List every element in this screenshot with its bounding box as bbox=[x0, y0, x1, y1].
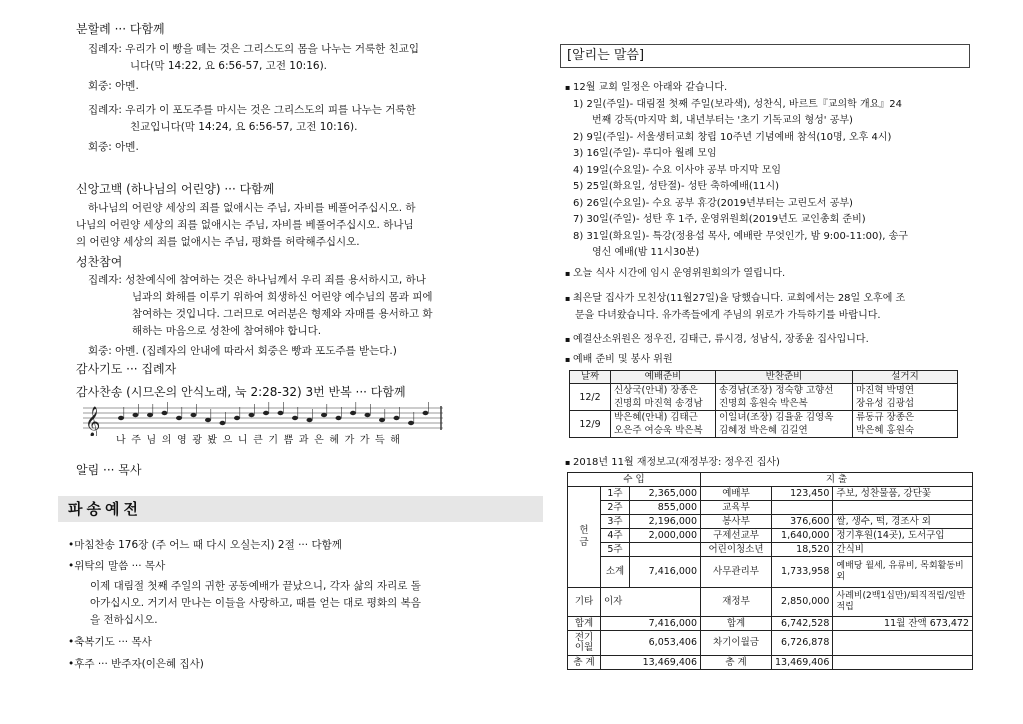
schedule-item-6: 6) 26일(수요일)- 수요 공부 휴강(2019년부터는 고린도서 공부) bbox=[573, 197, 853, 209]
duty-cell: 송경남(조장) 정숙향 고향선 진명희 홍원숙 박은복 bbox=[716, 384, 853, 411]
schedule-item-7: 7) 30일(주일)- 성탄 후 1주, 운영위원회(2019년도 교인총회 준비) bbox=[573, 214, 866, 225]
notice-condolence-1: ▪ 최은달 집사가 모친상(11월27일)을 당했습니다. 교회에서는 28일 오후에 조 bbox=[565, 291, 975, 308]
balance: 11월 잔액 673,472 bbox=[833, 617, 973, 631]
bunbyeong-line-1: 집례자: 우리가 이 빵을 떼는 것은 그리스도의 몸을 나누는 거룩한 친교입 bbox=[88, 43, 420, 55]
note-head bbox=[147, 413, 153, 417]
note-head bbox=[234, 416, 240, 420]
section-participation bbox=[76, 254, 496, 360]
table-row bbox=[568, 631, 973, 656]
table-row bbox=[568, 529, 973, 543]
participation-title: 성찬참여 bbox=[76, 255, 123, 269]
commission-line-1: 이제 대림절 첫째 주일의 귀한 공동예배가 끝났으니, 각자 삶의 자리로 돌 bbox=[90, 580, 421, 592]
duty-cell: 이일녀(조장) 김율윤 김영옥 김혜정 박은혜 김길연 bbox=[716, 411, 853, 438]
schedule-item-1: 1) 2일(주일)- 대림절 첫째 주일(보라색), 성찬식, 바르트『교의학 개요』24 bbox=[573, 98, 903, 110]
duty-header-dishes: 설거지 bbox=[853, 371, 958, 384]
table-row bbox=[568, 617, 973, 631]
bunbyeong-line-6: 회중: 아멘. bbox=[88, 141, 139, 153]
grand-income-label: 총 계 bbox=[568, 656, 601, 670]
expense-dept: 예배부 bbox=[701, 487, 772, 501]
expense-amount bbox=[772, 501, 833, 515]
expense-amount: 123,450 bbox=[772, 487, 833, 501]
schedule-item-2: 2) 9일(주일)- 서울생터교회 창립 10주년 기념예배 참석(10명, 오후 4시) bbox=[573, 131, 892, 143]
note-head bbox=[321, 413, 327, 417]
carry-out-label: 차기이월금 bbox=[701, 631, 772, 656]
income-amount: 7,416,000 bbox=[630, 557, 701, 588]
notice-duty-title: ▪ 예배 준비 및 봉사 위원 bbox=[565, 353, 673, 368]
expense-amount: 1,733,958 bbox=[772, 557, 833, 588]
duty-cell: 12/2 bbox=[570, 384, 611, 411]
bunbyeong-line-3: 회중: 아멘. bbox=[88, 80, 139, 92]
income-week: 2주 bbox=[601, 501, 630, 515]
empty-cell bbox=[833, 631, 973, 656]
expense-note bbox=[833, 501, 973, 515]
carry-in: 6,053,406 bbox=[601, 631, 701, 656]
thanks-hymn: 감사찬송 (시므온의 안식노래, 눅 2:28-32) 3번 반복 ··· 다함께 bbox=[76, 385, 406, 399]
bunbyeong-title: 분할례 ··· 다함께 bbox=[76, 22, 165, 36]
bunbyeong-line-5: 친교입니다(막 14:24, 요 6:56-57, 고전 10:16). bbox=[130, 121, 358, 133]
cash-label: 헌 금 bbox=[568, 487, 601, 588]
expense-dept: 사무관리부 bbox=[701, 557, 772, 588]
note-head bbox=[408, 421, 414, 425]
notice-meeting: ▪ 오늘 식사 시간에 임시 운영위원회의가 열립니다. bbox=[565, 267, 785, 282]
notice-condolence bbox=[565, 291, 975, 324]
note-head bbox=[249, 413, 255, 417]
note-head bbox=[350, 411, 356, 415]
note-head bbox=[176, 416, 182, 420]
participation-line-2: 님과의 화해를 이루기 위하여 희생하신 어린양 예수님의 몸과 피에 bbox=[132, 291, 433, 303]
expense-amount: 376,600 bbox=[772, 515, 833, 529]
expense-dept: 어린이청소년 bbox=[701, 543, 772, 557]
carry-out: 6,726,878 bbox=[772, 631, 833, 656]
note-head bbox=[205, 418, 211, 422]
expense-note: 정기후원(14곳), 도서구입 bbox=[833, 529, 973, 543]
other-label: 기타 bbox=[568, 588, 601, 617]
note-head bbox=[278, 411, 284, 415]
section-dismissal bbox=[68, 537, 488, 673]
participation-line-5: 회중: 아멘. (집례자의 안내에 따라서 회중은 빵과 포도주를 받는다.) bbox=[88, 345, 397, 357]
income-amount: 2,365,000 bbox=[630, 487, 701, 501]
income-amount bbox=[630, 543, 701, 557]
note-head bbox=[162, 411, 168, 415]
confession-title: 신앙고백 (하나님의 어린양) ··· 다함께 bbox=[76, 182, 275, 196]
notice-condolence-2: 문을 다녀왔습니다. 유가족들에게 주님의 위로가 가득하기를 바랍니다. bbox=[575, 309, 881, 321]
note-head bbox=[263, 411, 269, 415]
duty-header-side: 반찬준비 bbox=[716, 371, 853, 384]
section-confession bbox=[76, 181, 486, 251]
finance-title: ▪ 2018년 11월 재정보고(재정부장: 정우진 집사) bbox=[565, 456, 780, 471]
bunbyeong-line-2: 니다(막 14:22, 요 6:56-57, 고전 10:16). bbox=[130, 60, 327, 72]
duty-cell: 마진혁 박명연 장유성 김광섭 bbox=[853, 384, 958, 411]
participation-line-1: 집례자: 성찬예식에 참여하는 것은 하나님께서 우리 죄를 용서하시고, 하나 bbox=[88, 274, 426, 286]
section-bunbyeong bbox=[76, 21, 476, 156]
duty-cell: 12/9 bbox=[570, 411, 611, 438]
commission-line-3: 을 전하십시오. bbox=[90, 614, 158, 626]
finance-header-income: 수 입 bbox=[568, 473, 701, 487]
bunbyeong-line-4: 집례자: 우리가 이 포도주를 마시는 것은 그리스도의 피를 나누는 거룩한 bbox=[88, 104, 416, 116]
dismissal-title: 파송예전 bbox=[68, 500, 142, 518]
schedule-item-8: 8) 31일(화요일)- 특강(정용섭 목사, 예배란 무엇인가, 밤 9:00-11:00), 송구 bbox=[573, 230, 908, 242]
schedule-item-8b: 영신 예배(밤 11시30분) bbox=[592, 247, 700, 258]
finance-dept-note: 사례비(2백1십만)/퇴직적립/일반적립 bbox=[833, 588, 973, 617]
finance-table bbox=[567, 472, 973, 670]
hymn-lyrics: 나 주 님 의 영 광 봤 으 니 큰 기 쁨 과 은 혜 가 가 득 해 bbox=[116, 435, 402, 446]
table-row bbox=[568, 557, 973, 588]
schedule-item-5: 5) 25일(화요일, 성탄절)- 성탄 축하예배(11시) bbox=[573, 181, 780, 192]
benediction: •축복기도 ··· 목사 bbox=[68, 636, 152, 648]
note-head bbox=[307, 418, 313, 422]
income-week: 4주 bbox=[601, 529, 630, 543]
carry-in-label: 전기 이월 bbox=[568, 631, 601, 656]
schedule-block bbox=[565, 80, 985, 262]
duty-header-worship: 예배준비 bbox=[611, 371, 716, 384]
confession-line-2: 나님의 어린양 세상의 죄를 없애시는 주님, 자비를 베풀어주십시오. 하나님 bbox=[76, 219, 414, 231]
finance-header-expense: 지 출 bbox=[701, 473, 973, 487]
income-amount: 2,196,000 bbox=[630, 515, 701, 529]
expense-note: 예배당 월세, 유류비, 목회활동비 외 bbox=[833, 557, 973, 588]
participation-line-4: 해하는 마음으로 성찬에 참여해야 합니다. bbox=[132, 325, 322, 337]
table-row bbox=[568, 656, 973, 670]
empty-cell bbox=[833, 656, 973, 670]
announcements-header bbox=[560, 44, 970, 68]
hymn-staff bbox=[83, 400, 443, 436]
table-row bbox=[570, 411, 958, 438]
note-head bbox=[423, 411, 429, 415]
duty-cell: 박은혜(안내) 김태근 오은주 여승욱 박은복 bbox=[611, 411, 716, 438]
note-head bbox=[365, 413, 371, 417]
schedule-item-3: 3) 16일(주일)- 루디아 월례 모임 bbox=[573, 148, 717, 159]
note-head bbox=[220, 421, 226, 425]
svg-text:𝄞: 𝄞 bbox=[85, 407, 101, 436]
duty-cell: 신상국(안내) 장종은 진명희 마진혁 송경남 bbox=[611, 384, 716, 411]
duty-header-date: 날짜 bbox=[570, 371, 611, 384]
commission-line-2: 아가십시오. 거기서 만나는 이들을 사랑하고, 때를 얻는 대로 평화의 복음 bbox=[90, 597, 421, 609]
expense-dept: 구제선교부 bbox=[701, 529, 772, 543]
commission-title: •위탁의 말씀 ··· 목사 bbox=[68, 560, 166, 572]
thanks-prayer: 감사기도 ··· 집례자 bbox=[76, 362, 177, 376]
income-week: 1주 bbox=[601, 487, 630, 501]
expense-note: 간식비 bbox=[833, 543, 973, 557]
income-week: 소계 bbox=[601, 557, 630, 588]
confession-line-1: 하나님의 어린양 세상의 죄를 없애시는 주님, 자비를 베풀어주십시오. 하 bbox=[88, 202, 416, 214]
income-week: 3주 bbox=[601, 515, 630, 529]
duty-table bbox=[569, 370, 958, 438]
finance-dept-amount: 2,850,000 bbox=[772, 588, 833, 617]
total-income-label: 합계 bbox=[568, 617, 601, 631]
grand-expense-label: 총 계 bbox=[701, 656, 772, 670]
income-amount: 2,000,000 bbox=[630, 529, 701, 543]
closing-hymn: •마침찬송 176장 (주 어느 때 다시 오실는지) 2절 ··· 다함께 bbox=[68, 539, 342, 551]
table-row bbox=[568, 543, 973, 557]
table-row bbox=[568, 501, 973, 515]
dismissal-banner bbox=[58, 496, 543, 522]
other-value: 이자 bbox=[601, 588, 701, 617]
note-head bbox=[379, 418, 385, 422]
grand-expense: 13,469,406 bbox=[772, 656, 833, 670]
note-head bbox=[133, 413, 139, 417]
postlude: •후주 ··· 반주자(이은혜 집사) bbox=[68, 658, 204, 670]
total-expense: 6,742,528 bbox=[772, 617, 833, 631]
finance-dept: 재정부 bbox=[701, 588, 772, 617]
note-head bbox=[394, 416, 400, 420]
expense-amount: 1,640,000 bbox=[772, 529, 833, 543]
schedule-intro: ▪ 12월 교회 일정은 아래와 같습니다. bbox=[565, 80, 985, 97]
confession-line-3: 의 어린양 세상의 죄를 없애시는 주님, 평화를 허락해주십시오. bbox=[76, 236, 360, 248]
schedule-item-1b: 번째 강독(마지막 회, 내년부터는 '초기 기독교의 형성' 공부) bbox=[592, 115, 853, 126]
announcement: 알림 ··· 목사 bbox=[76, 463, 142, 477]
expense-dept: 봉사부 bbox=[701, 515, 772, 529]
table-row bbox=[568, 515, 973, 529]
participation-line-3: 참여하는 것입니다. 그러므로 여러분은 형제와 자매를 용서하고 화 bbox=[132, 308, 433, 320]
note-head bbox=[191, 413, 197, 417]
notice-budget: ▪ 예결산소위원은 정우진, 김태근, 류시경, 성남식, 장종윤 집사입니다. bbox=[565, 333, 869, 348]
income-amount: 855,000 bbox=[630, 501, 701, 515]
income-week: 5주 bbox=[601, 543, 630, 557]
duty-cell: 류동규 장종은 박은혜 홍원숙 bbox=[853, 411, 958, 438]
expense-dept: 교육부 bbox=[701, 501, 772, 515]
expense-note: 쌀, 생수, 떡, 경조사 외 bbox=[833, 515, 973, 529]
note-head bbox=[336, 416, 342, 420]
grand-income: 13,469,406 bbox=[601, 656, 701, 670]
table-row bbox=[568, 487, 973, 501]
table-row bbox=[568, 588, 973, 617]
expense-amount: 18,520 bbox=[772, 543, 833, 557]
total-income: 7,416,000 bbox=[601, 617, 701, 631]
expense-note: 주보, 성찬물품, 강단꽃 bbox=[833, 487, 973, 501]
table-row bbox=[570, 384, 958, 411]
announcements-title: [알리는 말씀] bbox=[567, 48, 645, 63]
note-head bbox=[118, 416, 124, 420]
note-head bbox=[292, 416, 298, 420]
total-expense-label: 합계 bbox=[701, 617, 772, 631]
schedule-item-4: 4) 19일(수요일)- 수요 이사야 공부 마지막 모임 bbox=[573, 164, 782, 176]
